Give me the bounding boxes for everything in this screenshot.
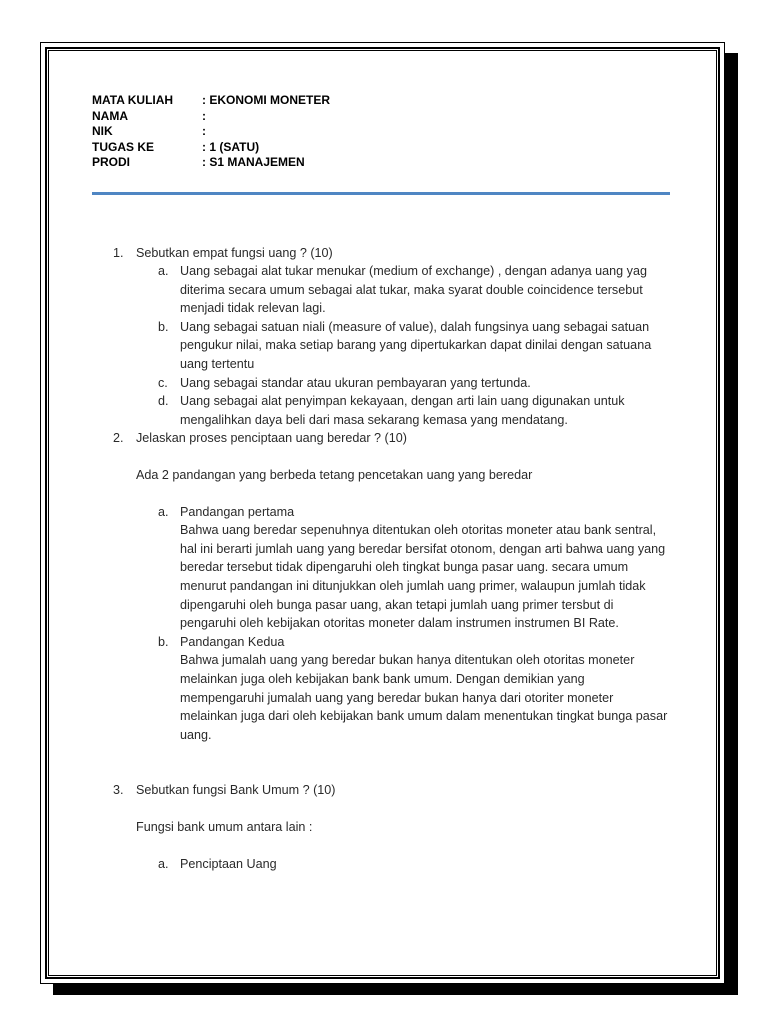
document-content [92,93,672,873]
header-value: : S1 MANAJEMEN [202,155,305,169]
question-1 [92,244,672,263]
list-item [136,633,672,745]
header-label: NIK [92,124,113,138]
list-item [136,262,672,318]
item-letter: a. [158,264,169,279]
item-text: Uang sebagai satuan niali (measure of value), dalah fungsinya uang sebagai satuan pengukur nilai, maka setiap barang yang dipertukarkan dapat dinilai dengan satuana uang tertentu [180,319,652,372]
question-number: 1. [113,245,124,260]
header-row-program [92,155,672,171]
item-letter: c. [158,375,168,390]
question-2-answers [136,503,672,745]
item-text: Uang sebagai alat tukar menukar (medium of exchange) , dengan adanya uang yag diterima secara umum sebagai alat tukar, maka syarat double coincidence tersebut menjadi tidak relevan lagi. [180,264,647,316]
header-row-name [92,109,672,125]
question-1-answers [136,262,672,429]
item-letter: b. [158,319,169,334]
list-item [136,503,672,633]
header-label: NAMA [92,108,128,123]
assignment-header [92,93,672,171]
item-title: Pandangan Kedua [180,634,285,649]
header-row-course [92,93,672,109]
question-3-answers [136,855,672,874]
item-letter: a. [158,856,169,871]
question-3 [92,781,672,800]
item-text: Bahwa jumalah uang yang beredar bukan hanya ditentukan oleh otoritas moneter melainkan juga oleh kebijakan bank bank umum. Dengan demikian yang mempengaruhi jumalah uang yang beredar bukan hanya dari otoriter moneter melainkan juga dari oleh kebijakan bank umum dalam menentukan tingkat bunga pasar uang. [180,653,668,742]
header-label: TUGAS KE [92,139,155,154]
document-page [40,42,725,984]
item-text: Penciptaan Uang [180,856,277,871]
question-text: Sebutkan fungsi Bank Umum ? (10) [136,783,336,798]
question-text: Jelaskan proses penciptaan uang beredar ? (10) [136,431,407,446]
header-label: MATA KULIAH [92,93,174,107]
question-number: 3. [113,783,124,798]
item-text: Uang sebagai standar atau ukuran pembayaran yang tertunda. [180,375,531,390]
header-label: PRODI [92,155,131,169]
header-value: : [202,124,206,138]
question-text: Sebutkan empat fungsi uang ? (10) [136,245,333,260]
header-row-task [92,140,672,156]
header-value: : 1 (SATU) [202,139,260,154]
item-text: Bahwa uang beredar sepenuhnya ditentukan oleh otoritas moneter atau bank sentral, hal ini berarti jumlah uang yang beredar bersifat otonom, dengan arti bahwa uang yang beredar tersebut tidak dipengaruhi oleh tingkat bunga pasar uang. secara umum menurut pandangan ini ditunjukkan oleh jumlah uang primer, walaupun jumlah tidak dipengaruhi oleh bunga pasar uang, akan tetapi jumlah uang primer tersbut di pengaruhi oleh kebijakan otoritas moneter dalam instrumen instrumen BI Rate. [180,523,666,631]
question-2-intro: Ada 2 pandangan yang berbeda tetang pencetakan uang yang beredar [136,468,533,483]
list-item [136,392,672,429]
header-row-nik [92,124,672,140]
question-2 [92,429,672,448]
item-title: Pandangan pertama [180,504,295,519]
item-letter: b. [158,634,169,649]
list-item [136,855,672,874]
list-item [136,318,672,374]
header-value: : [202,108,206,123]
question-number: 2. [113,431,124,446]
header-value: : EKONOMI MONETER [202,93,330,107]
question-3-intro: Fungsi bank umum antara lain : [136,819,313,834]
list-item [136,374,672,393]
item-text: Uang sebagai alat penyimpan kekayaan, dengan arti lain uang digunakan untuk mengalihkan daya beli dari masa sekarang kemasa yang mendatang. [180,394,625,427]
item-letter: a. [158,504,169,519]
item-letter: d. [158,394,169,409]
